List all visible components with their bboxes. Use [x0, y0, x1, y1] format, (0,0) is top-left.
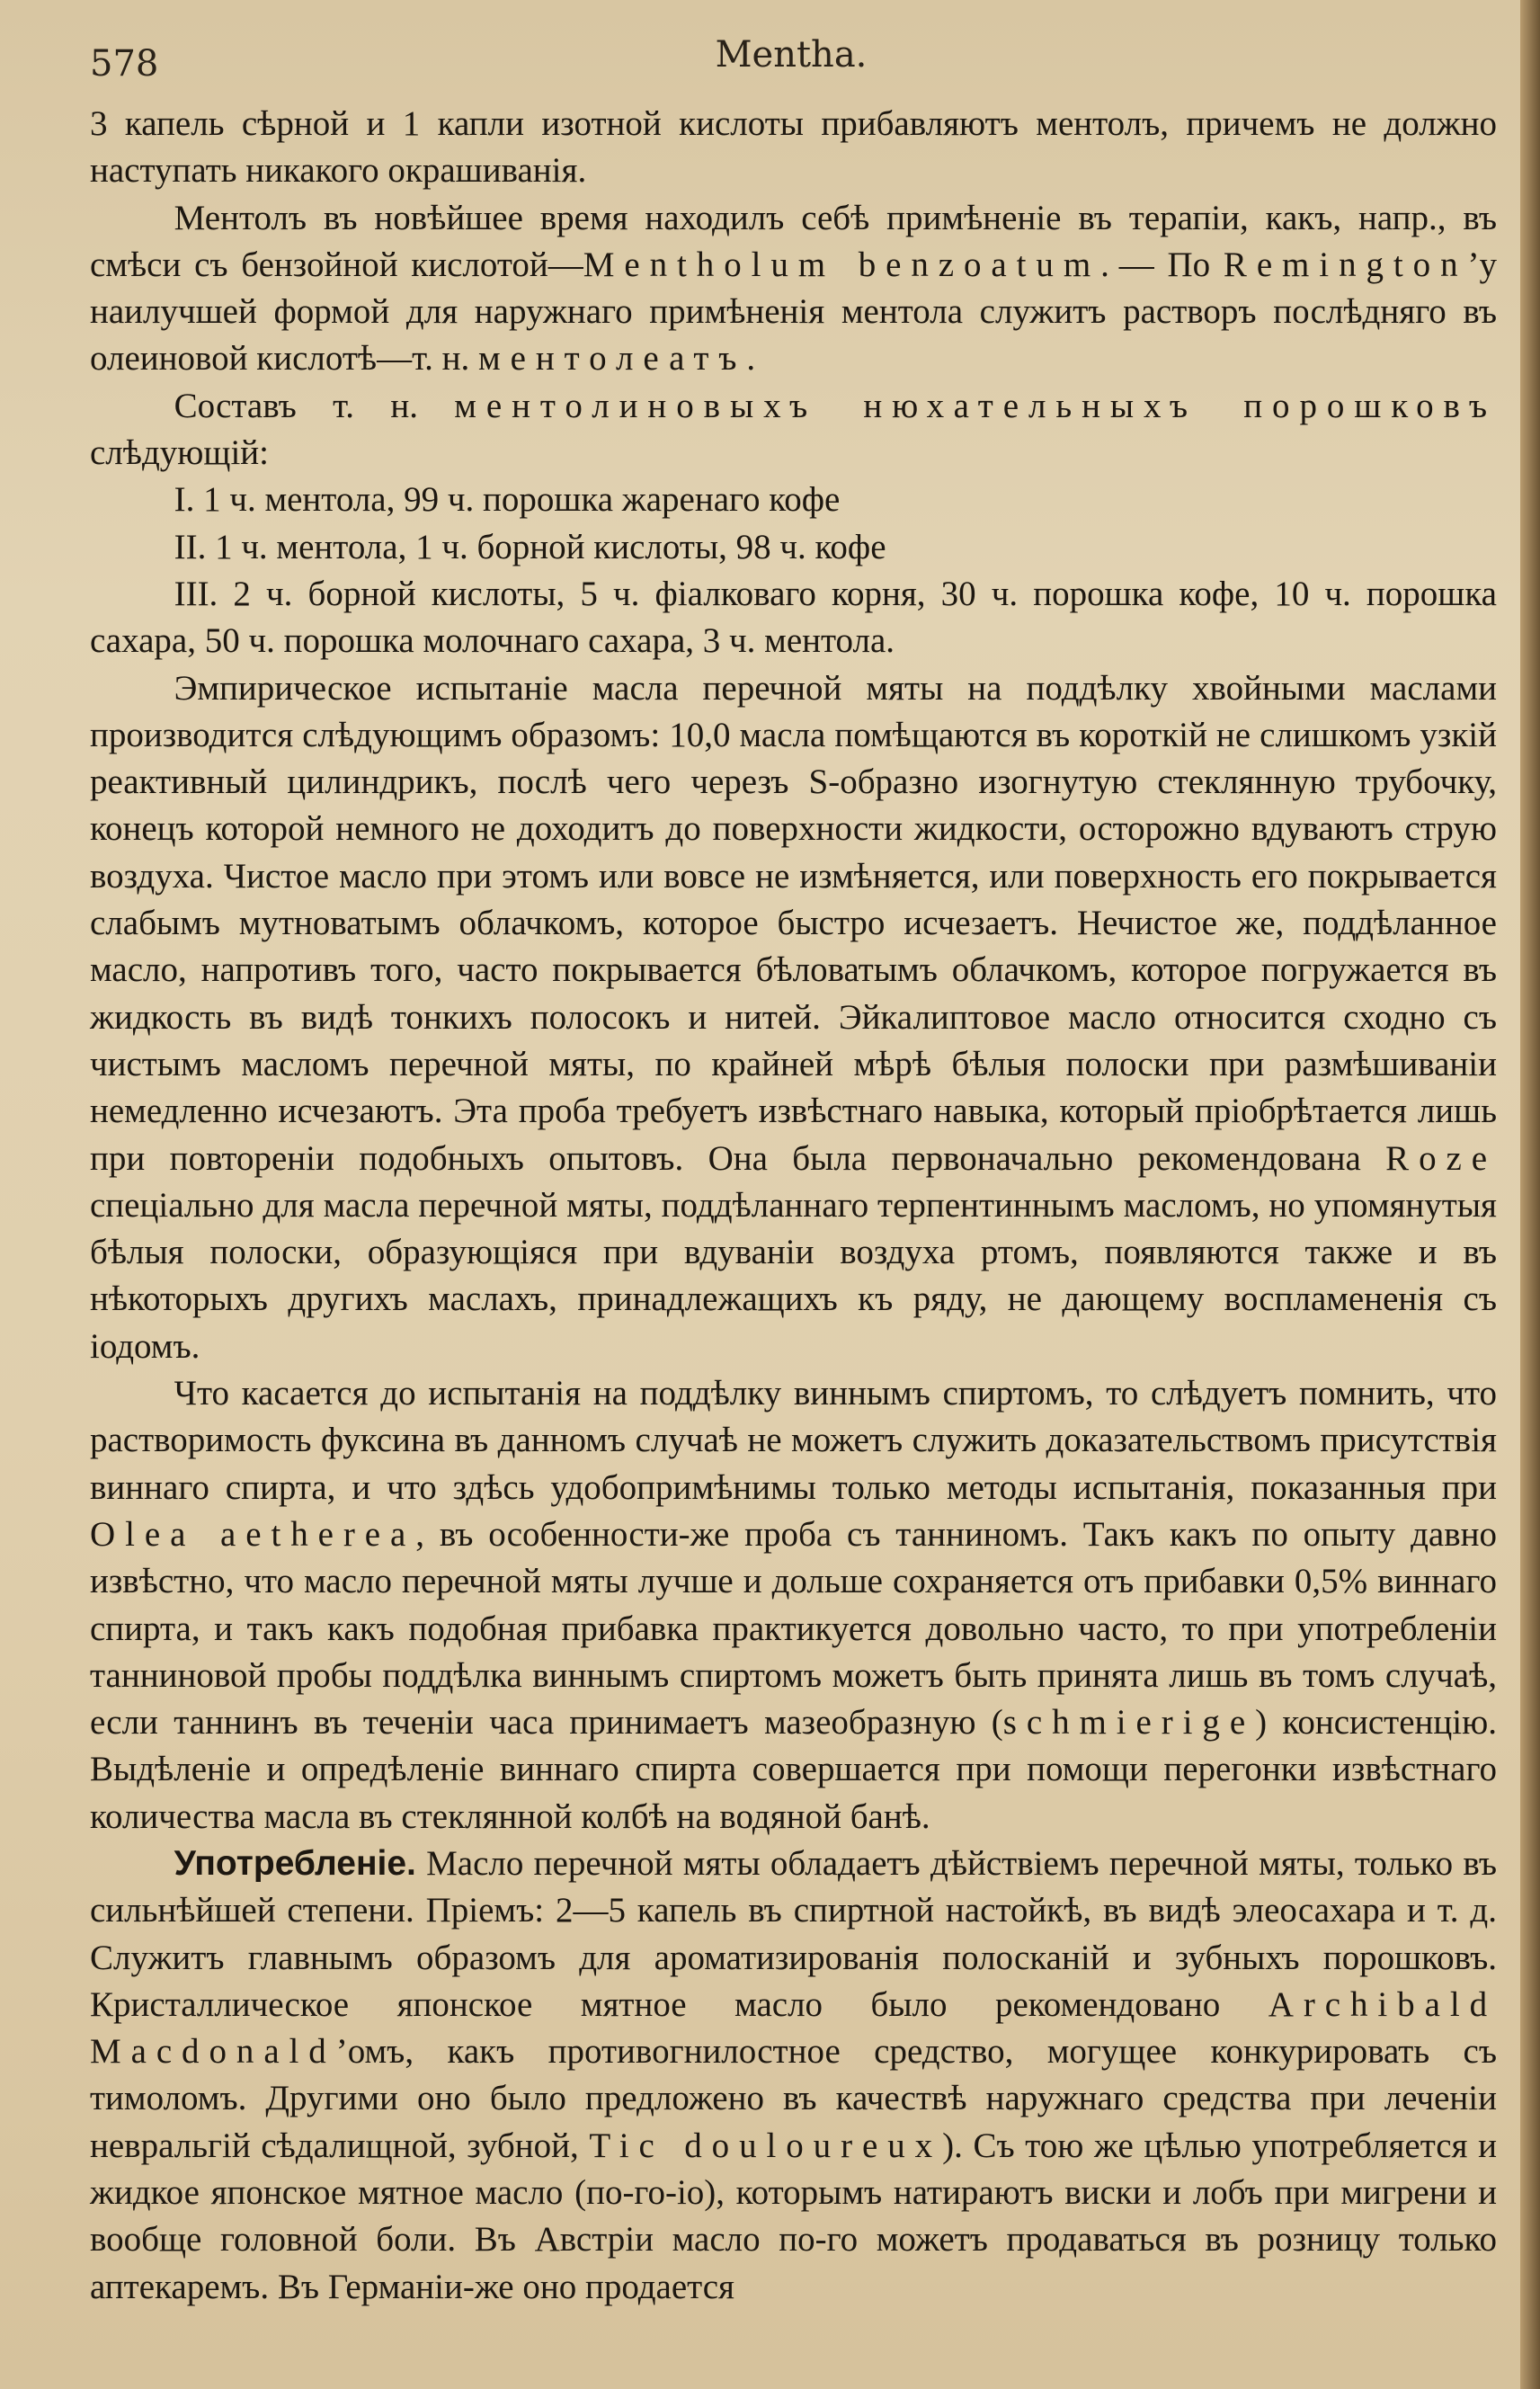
text-run: ) консистенцію. Выдѣленіе и опредѣленіе виннаго спирта совершается при помощи перегонки извѣстнаго количества масла въ стеклянной колбѣ на водяной банѣ.	[90, 1703, 1497, 1836]
text-run: слѣдующій:	[90, 433, 269, 473]
spaced-term: Archibald Macdonald	[90, 1984, 1497, 2072]
text-run: Что касается до испытанія на поддѣлку виннымъ спиртомъ, то слѣдуетъ помнить, что растворимость фуксина въ данномъ случаѣ не можетъ служить доказательствомъ присутствія виннаго спирта, и что здѣсь удобопримѣнимы только методы испытанія, показанныя при	[90, 1374, 1497, 1507]
spaced-term: Tic douloureux	[589, 2126, 943, 2165]
paragraph-p1	[90, 101, 1497, 195]
text-run: Составъ т. н.	[174, 386, 455, 425]
text-run: 3 капель сѣрной и 1 капли изотной кислоты прибавляютъ ментолъ, причемъ не должно наступать никакого окрашиванія.	[90, 104, 1497, 191]
running-head: Mentha.	[715, 34, 868, 76]
text-run: , въ особенности-же проба съ танниномъ. Такъ какъ по опыту давно извѣстно, что масло перечной мяты лучше и дольше сохраняется отъ прибавки 0,5% виннаго спирта, и такъ какъ подобная прибавка практикуется довольно часто, то при употребленіи танниновой пробы поддѣлка виннымъ спиртомъ можетъ быть принята лишь въ томъ случаѣ, если таннинъ въ теченіи часа принимаетъ мазеобразную (	[90, 1514, 1498, 1743]
page-header	[90, 34, 1492, 88]
spaced-term: Mentholum benzoatum.	[583, 245, 1119, 284]
paragraph-p9	[90, 1841, 1497, 2311]
text-run: Ментолъ въ новѣйшее время находилъ себѣ примѣненіе въ терапіи, какъ, напр., въ смѣси съ бензойной кислотой—	[90, 198, 1497, 284]
text-run: Эмпирическое испытаніе масла перечной мяты на поддѣлку хвойными маслами производится слѣдующимъ образомъ: 10,0 масла помѣщаются въ короткій не слишкомъ узкій реактивный цилиндрикъ, послѣ чего черезъ S-образно изогнутую стеклянную трубочку, конецъ которой немного не доходитъ до поверхности жидкости, осторожно вдуваютъ струю воздуха. Чистое масло при этомъ или вовсе не измѣняется, или поверхность его покрывается слабымъ мутноватымъ облачкомъ, которое быстро исчезаетъ. Нечистое же, поддѣланное масло, напротивъ того, часто покрывается бѣловатымъ облачкомъ, которое погружается въ жидкость въ видѣ тонкихъ полосокъ и нитей. Эйкалиптовое масло относится сходно съ чистымъ масломъ перечной мяты, по крайней мѣрѣ бѣлыя полоски при размѣшиваніи немедленно исчезаютъ. Эта проба требуетъ извѣстнаго навыка, который пріобрѣтается лишь при повтореніи подобныхъ опытовъ. Она была первоначально рекомендована	[90, 668, 1497, 1178]
spaced-term: schmierige	[1002, 1703, 1256, 1743]
paragraph-p8	[90, 1370, 1497, 1841]
spaced-term: Remington	[1223, 245, 1468, 284]
paragraph-p6	[90, 571, 1497, 665]
page-number: 578	[90, 43, 159, 85]
page-body	[90, 101, 1497, 2311]
paragraph-p4	[90, 477, 1497, 523]
paragraph-p3	[90, 383, 1497, 477]
text-run: ’омъ, какъ противогнилостное средство, могущее конкурировать съ тимоломъ. Другими оно было предложено въ качествѣ наружнаго средства при леченіи невральгій сѣдалищной, зубной,	[90, 2032, 1497, 2165]
text-run: III. 2 ч. борной кислоты, 5 ч. фіалковаго корня, 30 ч. порошка кофе, 10 ч. порошка сахара, 50 ч. порошка молочнаго сахара, 3 ч. ментола.	[90, 574, 1497, 661]
text-run: Масло перечной мяты обладаетъ дѣйствіемъ перечной мяты, только въ сильнѣйшей степени. Пріемъ: 2—5 капель въ спиртной настойкѣ, въ видѣ элеосахара и т. д. Служитъ главнымъ образомъ для ароматизированія полосканій и зубныхъ порошковъ. Кристаллическое японское мятное масло было рекомендовано	[90, 1843, 1497, 2024]
paragraph-p5	[90, 524, 1497, 571]
text-run: I. 1 ч. ментола, 99 ч. порошка жаренаго кофе	[174, 480, 841, 520]
text-run: — По	[1118, 245, 1224, 284]
text-run: спеціально для масла перечной мяты, поддѣланнаго терпентиннымъ масломъ, но упомянутыя бѣлыя полоски, образующіяся при вдуваніи воздуха ртомъ, появляются также и въ нѣкоторыхъ другихъ маслахъ, принадлежащихъ къ ряду, не дающему воспламененія съ іодомъ.	[90, 1185, 1497, 1366]
spaced-term: ментолеатъ.	[478, 339, 766, 379]
paragraph-p7	[90, 665, 1497, 1370]
text-run: II. 1 ч. ментола, 1 ч. борной кислоты, 98 ч. кофе	[174, 527, 886, 566]
text-run: ’у наилучшей формой для наружнаго примѣненія ментола служитъ растворъ послѣдняго въ олеиновой кислотѣ—т. н.	[90, 245, 1497, 379]
page-spine-edge	[1520, 0, 1540, 2389]
spaced-term: Olea aetherea	[90, 1514, 416, 1554]
spaced-term: Roze	[1385, 1138, 1497, 1178]
spaced-term: ментолиновыхъ нюхательныхъ порошковъ	[454, 386, 1498, 425]
paragraph-p2	[90, 195, 1497, 383]
section-heading: Употребленіе.	[174, 1843, 416, 1883]
text-run: ). Съ тою же цѣлью употребляется и жидкое японское мятное масло (по-го-іо), которымъ натираютъ виски и лобъ при мигрени и вообще головной боли. Въ Австріи масло по-го можетъ продаваться въ розницу только аптекаремъ. Въ Германіи-же оно продается	[90, 2126, 1497, 2306]
